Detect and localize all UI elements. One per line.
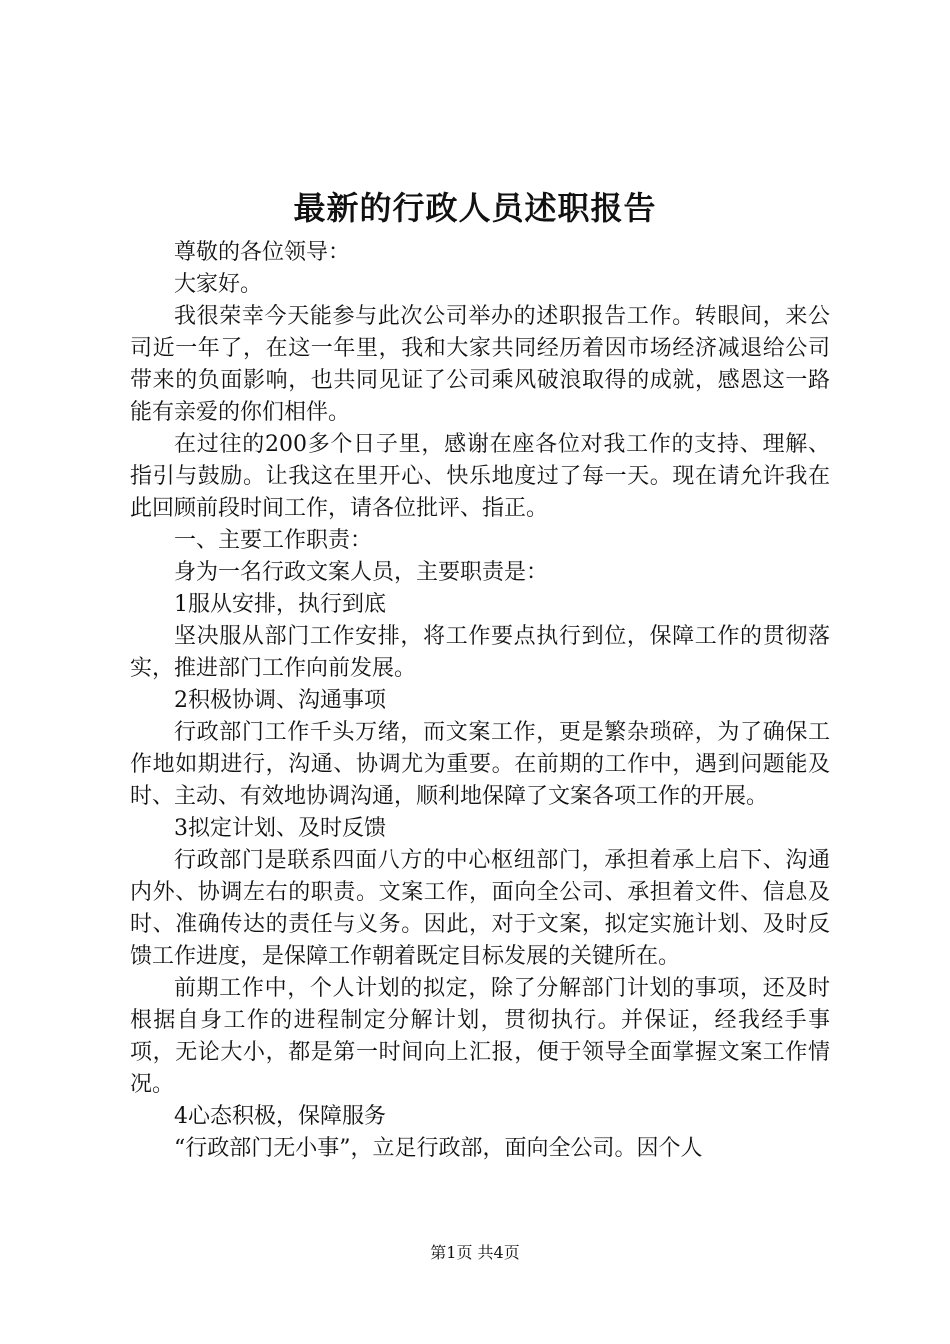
paragraph-thanks: 在过往的200多个日子里，感谢在座各位对我工作的支持、理解、指引与鼓励。让我这在里开心、快乐地度过了每一天。现在请允许我在此回顾前段时间工作，请各位批评、指正。 — [130, 432, 830, 521]
paragraph-duties-intro: 身为一名行政文案人员，主要职责是： — [174, 560, 549, 585]
item-heading-3: 3拟定计划、及时反馈 — [174, 816, 386, 841]
item-heading-1: 1服从安排，执行到底 — [174, 592, 386, 617]
page-footer: 第1页 共4页 — [430, 1243, 520, 1262]
document-title: 最新的行政人员述职报告 — [293, 189, 657, 227]
paragraph-intro: 我很荣幸今天能参与此次公司举办的述职报告工作。转眼间，来公司近一年了，在这一年里，我和大家共同经历着因市场经济减退给公司带来的负面影响，也共同见证了公司乘风破浪取得的成就，感恩这一路能有亲爱的你们相伴。 — [130, 304, 830, 425]
item-heading-4: 4心态积极，保障服务 — [174, 1104, 386, 1129]
section-heading-duties: 一、主要工作职责： — [174, 528, 373, 553]
item-heading-2: 2积极协调、沟通事项 — [174, 688, 386, 713]
item-text-2: 行政部门工作千头万绪，而文案工作，更是繁杂琐碎，为了确保工作地如期进行，沟通、协调尤为重要。在前期的工作中，遇到问题能及时、主动、有效地协调沟通，顺利地保障了文案各项工作的开展。 — [130, 720, 830, 809]
item-text-3: 行政部门是联系四面八方的中心枢纽部门，承担着承上启下、沟通内外、协调左右的职责。文案工作，面向全公司、承担着文件、信息及时、准确传达的责任与义务。因此，对于文案，拟定实施计划、及时反馈工作进度，是保障工作朝着既定目标发展的关键所在。 — [130, 848, 830, 969]
item-text-1: 坚决服从部门工作安排，将工作要点执行到位，保障工作的贯彻落实，推进部门工作向前发展。 — [130, 624, 830, 681]
item-text-3b: 前期工作中，个人计划的拟定，除了分解部门计划的事项，还及时根据自身工作的进程制定分解计划，贯彻执行。并保证，经我经手事项，无论大小，都是第一时间向上汇报，便于领导全面掌握文案工作情况。 — [130, 976, 830, 1097]
document-body — [130, 237, 830, 1165]
paragraph-greeting: 大家好。 — [174, 272, 263, 297]
paragraph-salutation: 尊敬的各位领导： — [174, 240, 351, 265]
item-text-4: “行政部门无小事”，立足行政部，面向全公司。因个人 — [174, 1136, 703, 1161]
